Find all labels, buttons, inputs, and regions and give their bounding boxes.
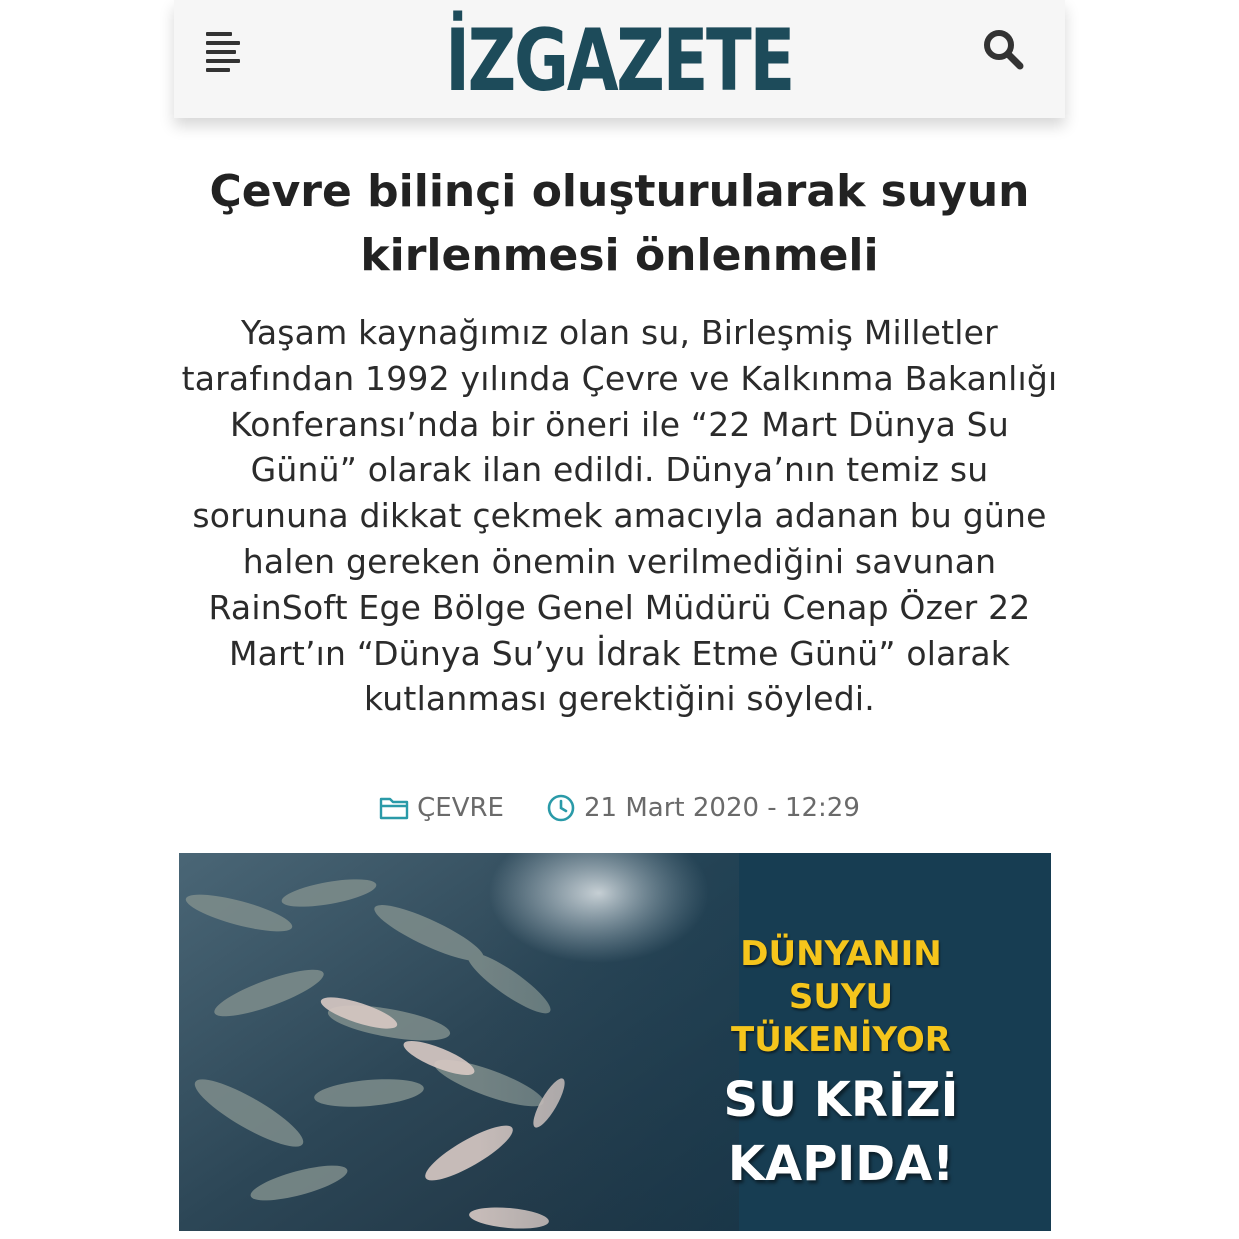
- banner-line: SU KRİZİ: [723, 1072, 959, 1128]
- search-button[interactable]: [980, 26, 1028, 74]
- menu-line: [206, 50, 236, 54]
- folder-icon: [379, 795, 409, 821]
- category-label: ÇEVRE: [417, 793, 504, 823]
- banner-line: DÜNYANIN: [740, 934, 942, 974]
- category-link[interactable]: [379, 793, 504, 823]
- article-title: Çevre bilinçi oluşturularak suyun kirlenmesi önlenmeli: [209, 166, 1030, 281]
- banner-line: TÜKENİYOR: [731, 1020, 951, 1060]
- menu-line: [206, 59, 240, 63]
- article-summary: Yaşam kaynağımız olan su, Birleşmiş Milletler tarafından 1992 yılında Çevre ve Kalkınma Bakanlığı Konferansı’nda bir öneri ile “22 Mart Dünya Su Günü” olarak ilan edildi. Dünya’nın temiz su sorununa dikkat çekmek amacıyla adanan bu güne halen gereken önemin verilmediğini savunan RainSoft Ege Bölge Genel Müdürü Cenap Özer 22 Mart’ın “Dünya Su’yu İdrak Etme Günü” olarak kutlanması gerektiğini söyledi.: [181, 313, 1058, 719]
- menu-button[interactable]: [202, 28, 244, 70]
- site-logo[interactable]: [374, 4, 865, 111]
- menu-line: [206, 68, 230, 72]
- banner-line: SUYU: [788, 977, 894, 1017]
- menu-line: [206, 41, 240, 45]
- banner-headline: [701, 933, 981, 1196]
- search-icon: [980, 26, 1028, 74]
- site-header: [174, 0, 1065, 118]
- article-meta: [174, 788, 1065, 828]
- publish-datetime: [546, 793, 860, 823]
- clock-icon: [546, 793, 576, 823]
- menu-line: [206, 32, 232, 36]
- article-page: [174, 0, 1065, 1239]
- banner-line: KAPIDA!: [727, 1136, 955, 1192]
- logo-text: İZGAZETE: [445, 11, 794, 111]
- article-banner-image[interactable]: [179, 853, 1051, 1231]
- datetime-label: 21 Mart 2020 - 12:29: [584, 793, 860, 823]
